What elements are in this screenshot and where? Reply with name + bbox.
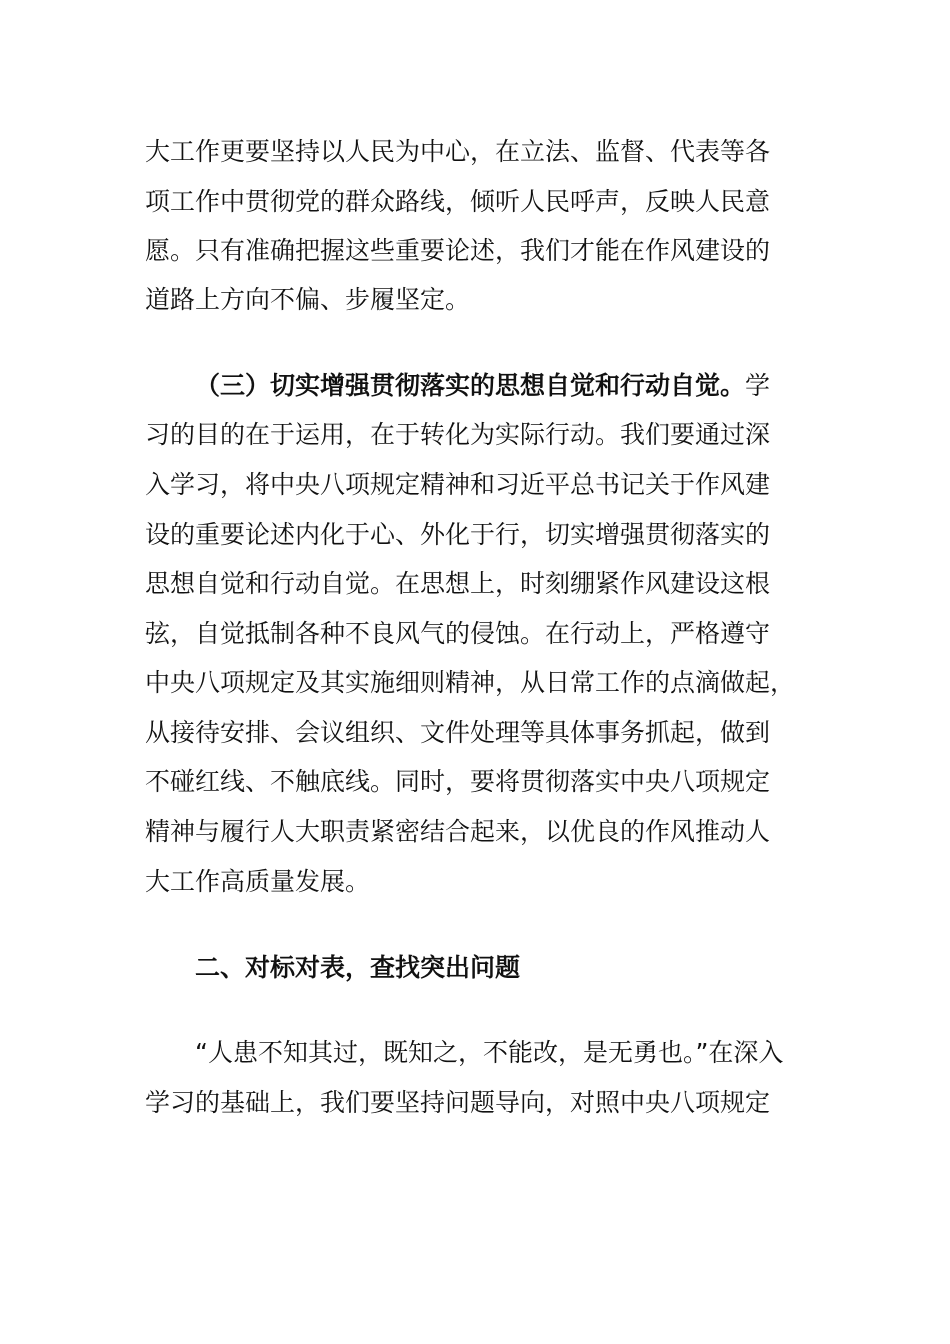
paragraph-line: 项工作中贯彻党的群众路线，倾听人民呼声，反映人民意 [145, 187, 771, 216]
paragraph-line: 不碰红线、不触底线。同时，要将贯彻落实中央八项规定 [145, 767, 771, 796]
paragraph-line: 大工作更要坚持以人民为中心，在立法、监督、代表等各 [145, 137, 771, 166]
paragraph-line: 设的重要论述内化于心、外化于行，切实增强贯彻落实的 [145, 520, 771, 549]
paragraph-line: 弦，自觉抵制各种不良风气的侵蚀。在行动上，严格遵守 [145, 619, 771, 648]
paragraph-line: 思想自觉和行动自觉。在思想上，时刻绷紧作风建设这根 [145, 569, 771, 598]
paragraph-line: 精神与履行人大职责紧密结合起来，以优良的作风推动人 [145, 817, 771, 846]
subsection-heading: （三）切实增强贯彻落实的思想自觉和行动自觉。 [195, 371, 746, 400]
subsection-first-line [195, 370, 770, 402]
paragraph-line: 学习的基础上，我们要坚持问题导向，对照中央八项规定 [145, 1088, 771, 1117]
subsection-first-line-rest: 学 [745, 371, 771, 400]
paragraph-line: “人患不知其过，既知之，不能改，是无勇也。”在深入 [195, 1038, 784, 1067]
paragraph-line: 道路上方向不偏、步履坚定。 [145, 285, 471, 314]
paragraph-line: 大工作高质量发展。 [145, 867, 371, 896]
section-heading: 二、对标对表，查找突出问题 [195, 953, 521, 982]
paragraph-line: 愿。只有准确把握这些重要论述，我们才能在作风建设的 [145, 236, 771, 265]
paragraph-line: 入学习，将中央八项规定精神和习近平总书记关于作风建 [145, 470, 771, 499]
paragraph-line: 习的目的在于运用，在于转化为实际行动。我们要通过深 [145, 420, 771, 449]
paragraph-line: 从接待安排、会议组织、文件处理等具体事务抓起，做到 [145, 718, 771, 747]
paragraph-line: 中央八项规定及其实施细则精神，从日常工作的点滴做起， [145, 668, 796, 697]
